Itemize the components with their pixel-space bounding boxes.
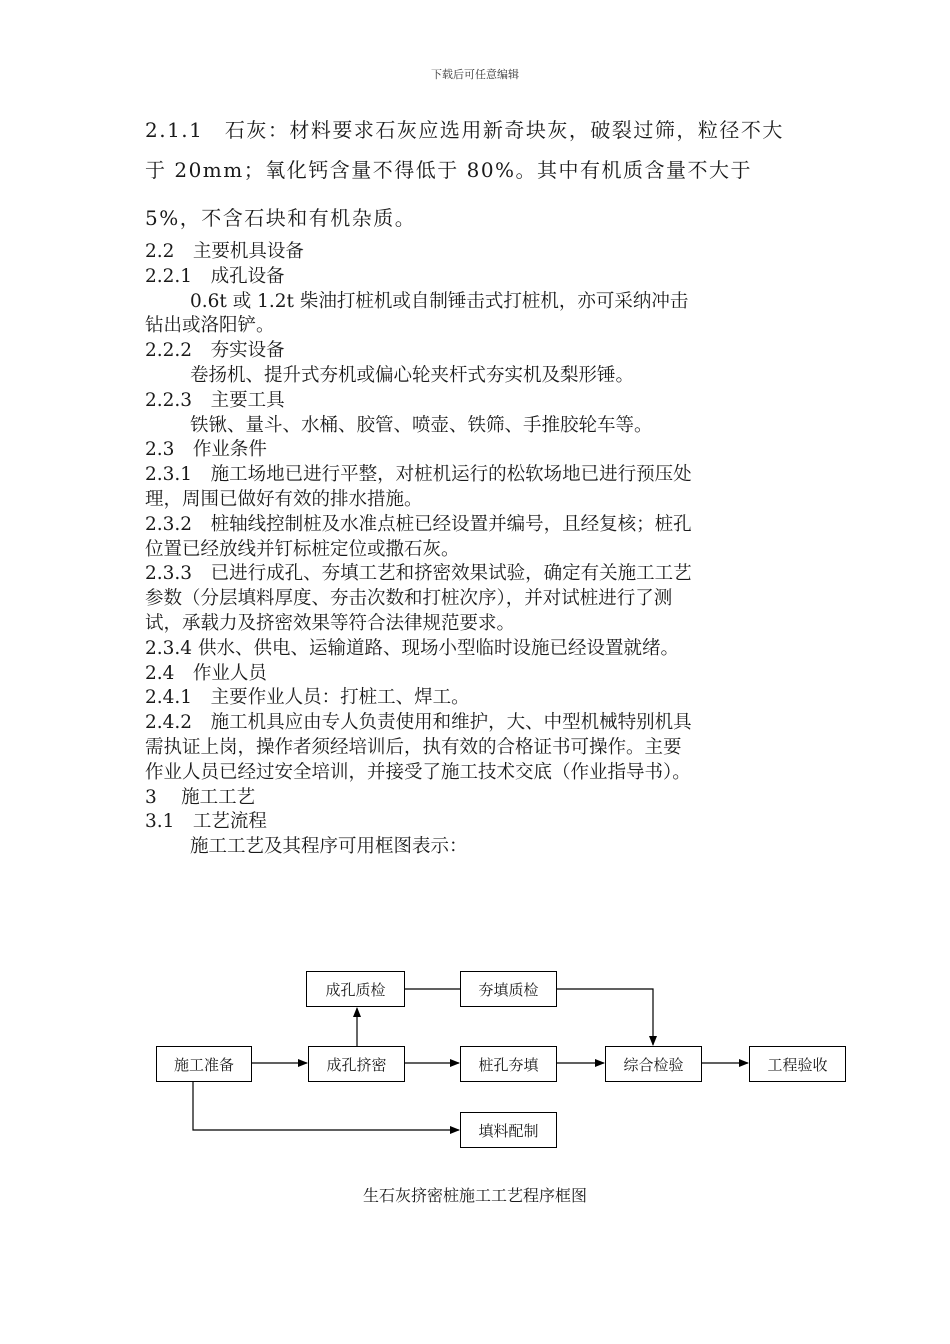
- body-line: 理，周围已做好有效的排水措施。: [145, 488, 423, 510]
- box-prep: 施工准备: [156, 1046, 252, 1082]
- body-line: 2.4.2 施工机具应由专人负责使用和维护，大、中型机械特别机具: [145, 712, 692, 734]
- box-drill-qc: 成孔质检: [306, 971, 405, 1007]
- body-line: 参数（分层填料厚度、夯击次数和打桩次序），并对试桩进行了测: [145, 588, 673, 610]
- body-line: 2.2 主要机具设备: [145, 241, 304, 262]
- paragraph-2-1-1-line-3: 5%，不含石块和有机杂质。: [145, 206, 417, 230]
- box-accept: 工程验收: [749, 1046, 846, 1082]
- box-drill: 成孔挤密: [308, 1046, 405, 1082]
- body-line: 施工工艺及其程序可用框图表示：: [190, 836, 468, 858]
- box-tamp-qc: 夯填质检: [460, 971, 557, 1007]
- body-line: 试，承载力及挤密效果等符合法律规范要求。: [145, 612, 516, 634]
- box-fill: 填料配制: [460, 1112, 557, 1148]
- body-line: 卷扬机、提升式夯机或偏心轮夹杆式夯实机及梨形锤。: [190, 364, 635, 386]
- body-line: 2.4.1 主要作业人员：打桩工、焊工。: [145, 687, 470, 709]
- body-lines: [145, 240, 810, 860]
- body-line: 2.3.3 已进行成孔、夯填工艺和挤密效果试验，确定有关施工工艺: [145, 563, 692, 585]
- document-body: [145, 120, 810, 860]
- paragraph-2-1-1-line-2: 于 20mm；氧化钙含量不得低于 80%。其中有机质含量不大于: [145, 158, 753, 182]
- body-line: 作业人员已经过安全培训，并接受了施工技术交底（作业指导书）。: [145, 761, 691, 783]
- body-line: 2.2.1 成孔设备: [145, 265, 285, 287]
- box-tamp: 桩孔夯填: [460, 1046, 557, 1082]
- body-line: 3 施工工艺: [145, 786, 256, 808]
- body-line: 2.3.4 供水、供电、运输道路、现场小型临时设施已经设置就绪。: [145, 637, 679, 659]
- body-line: 铁锹、量斗、水桶、胶管、喷壶、铁筛、手推胶轮车等。: [190, 414, 653, 436]
- body-line: 2.3.2 桩轴线控制桩及水准点桩已经设置并编号，且经复核；桩孔: [145, 513, 692, 535]
- box-inspect: 综合检验: [605, 1046, 702, 1082]
- body-line: 3.1 工艺流程: [145, 811, 267, 833]
- paragraph-2-1-1-line-1: 2.1.1 石灰：材料要求石灰应选用新奇块灰，破裂过筛，粒径不大: [145, 118, 784, 142]
- body-line: 2.2.2 夯实设备: [145, 340, 285, 362]
- body-line: 2.2.3 主要工具: [145, 389, 285, 411]
- body-line: 2.4 作业人员: [145, 662, 267, 684]
- body-line: 钻出或洛阳铲。: [145, 315, 275, 337]
- body-line: 2.3 作业条件: [145, 439, 267, 461]
- flowchart-caption: 生石灰挤密桩施工工艺程序框图: [362, 1186, 587, 1205]
- arrow-prep-to-fill: [193, 1081, 459, 1130]
- body-line: 需执证上岗，操作者须经培训后，执有效的合格证书可操作。主要: [145, 736, 682, 758]
- arrow-tamp-qc-to-inspect: [557, 989, 653, 1045]
- body-line: 0.6t 或 1.2t 柴油打桩机或自制锤击式打桩机，亦可采纳冲击: [190, 290, 689, 312]
- body-line: 2.3.1 施工场地已进行平整，对桩机运行的松软场地已进行预压处: [145, 464, 692, 486]
- page-header: 下载后可任意编辑: [431, 68, 519, 81]
- body-line: 位置已经放线并钉标桩定位或撒石灰。: [145, 538, 460, 560]
